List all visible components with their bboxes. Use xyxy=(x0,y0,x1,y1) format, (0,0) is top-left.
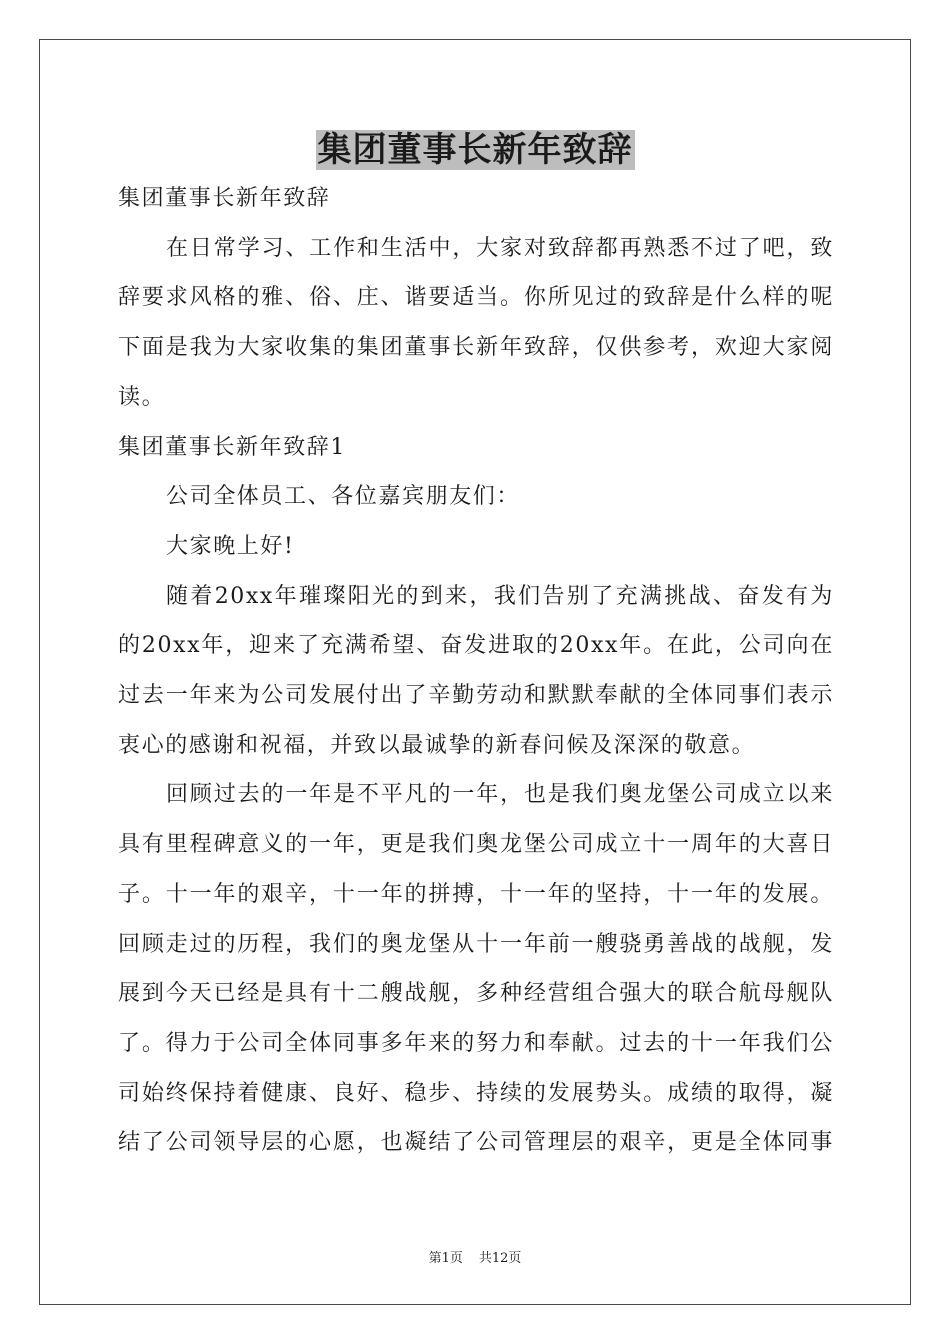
document-title xyxy=(0,126,950,174)
body-text-line: 司始终保持着健康、良好、稳步、持续的发展势头。成绩的取得，凝 xyxy=(118,1080,834,1106)
body-text-line: 集团董事长新年致辞1 xyxy=(118,434,346,460)
body-text-line: 结了公司领导层的心愿，也凝结了公司管理层的艰辛，更是全体同事 xyxy=(118,1130,834,1156)
body-text-line: 辞要求风格的雅、俗、庄、谐要适当。你所见过的致辞是什么样的呢 xyxy=(118,285,834,311)
body-text-line: 回顾过去的一年是不平凡的一年，也是我们奥龙堡公司成立以来 xyxy=(166,782,834,808)
document-body xyxy=(118,174,834,1168)
page-number: 第1页 xyxy=(428,1251,463,1266)
document-title-text: 集团董事长新年致辞 xyxy=(317,130,633,170)
body-text-line: 读。 xyxy=(118,384,166,410)
body-text-line: 随着20xx年璀璨阳光的到来，我们告别了充满挑战、奋发有为 xyxy=(166,583,834,609)
body-text-line: 在日常学习、工作和生活中，大家对致辞都再熟悉不过了吧，致 xyxy=(166,235,834,261)
body-text-line: 回顾走过的历程，我们的奥龙堡从十一年前一艘骁勇善战的战舰，发 xyxy=(118,931,834,957)
body-text-line: 子。十一年的艰辛，十一年的拼搏，十一年的坚持，十一年的发展。 xyxy=(118,881,834,907)
body-text-line: 展到今天已经是具有十二艘战舰，多种经营组合强大的联合航母舰队 xyxy=(118,981,834,1007)
body-text-line: 衷心的感谢和祝福，并致以最诚挚的新春问候及深深的敬意。 xyxy=(118,732,756,758)
body-text-line: 下面是我为大家收集的集团董事长新年致辞，仅供参考，欢迎大家阅 xyxy=(118,335,834,361)
page-footer xyxy=(0,1247,950,1266)
body-text-line: 具有里程碑意义的一年，更是我们奥龙堡公司成立十一周年的大喜日 xyxy=(118,832,834,858)
body-text-line: 公司全体员工、各位嘉宾朋友们： xyxy=(166,484,521,510)
body-text-line: 的20xx年，迎来了充满希望、奋发进取的20xx年。在此，公司向在 xyxy=(118,633,834,659)
body-text-line: 大家晚上好! xyxy=(166,533,295,559)
page-total: 共12页 xyxy=(478,1251,522,1266)
body-text-line: 了。得力于公司全体同事多年来的努力和奉献。过去的十一年我们公 xyxy=(118,1030,834,1056)
body-text-line: 集团董事长新年致辞 xyxy=(118,186,331,211)
body-text-line: 过去一年来为公司发展付出了辛勤劳动和默默奉献的全体同事们表示 xyxy=(118,683,834,709)
